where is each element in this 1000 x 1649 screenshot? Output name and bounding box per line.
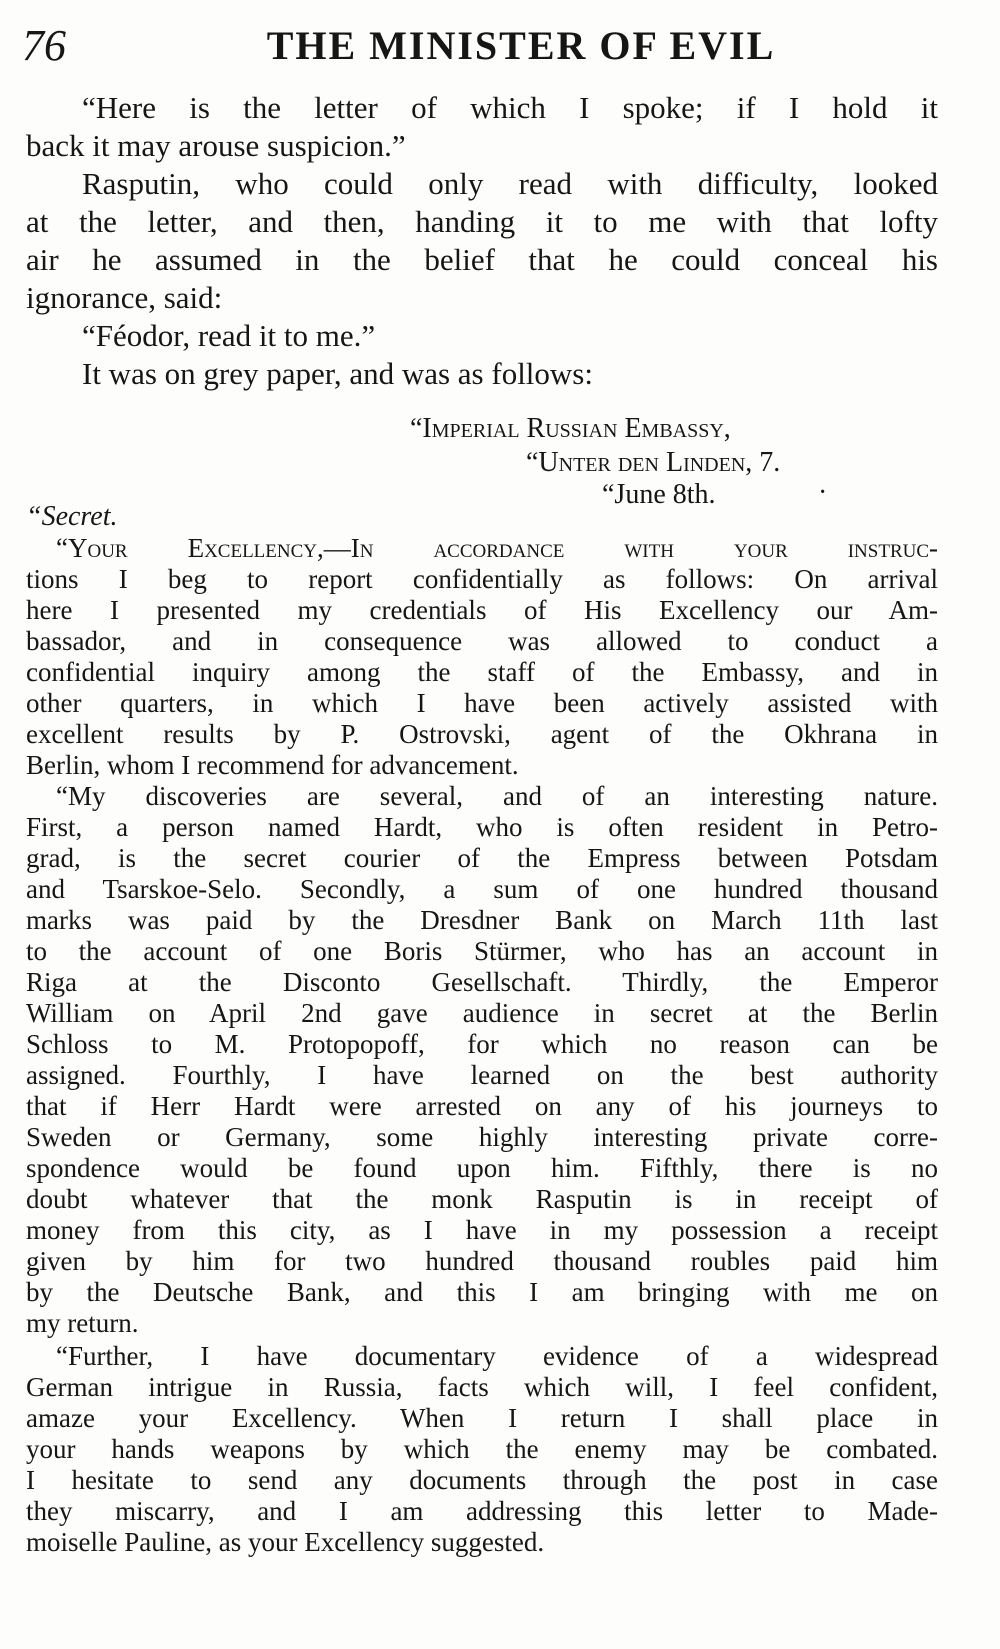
letter-line: assigned. Fourthly, I have learned on the best authority xyxy=(26,1060,938,1090)
letter-line: to the account of one Boris Stürmer, who has an account in xyxy=(26,936,938,966)
letter-line: bassador, and in consequence was allowed to conduct a xyxy=(26,626,938,656)
stray-mark: · xyxy=(818,477,828,508)
letter-line: amaze your Excellency. When I return I shall place in xyxy=(26,1403,938,1433)
letter-line: excellent results by P. Ostrovski, agent of the Okhrana in xyxy=(26,719,938,749)
narrative-line: at the letter, and then, handing it to me with that lofty xyxy=(26,204,938,239)
letter-line: my return. xyxy=(26,1308,139,1338)
letter-address-line: “Imperial Russian Embassy, xyxy=(410,413,731,444)
narrative-line: Rasputin, who could only read with difficulty, looked xyxy=(82,166,938,201)
letter-secret-label: “Secret. xyxy=(26,501,118,532)
letter-line: other quarters, in which I have been actively assisted with xyxy=(26,688,938,718)
letter-line: grad, is the secret courier of the Empress between Potsdam xyxy=(26,843,938,873)
letter-line: marks was paid by the Dresdner Bank on March 11th last xyxy=(26,905,938,935)
letter-line: spondence would be found upon him. Fifthly, there is no xyxy=(26,1153,938,1183)
letter-line: doubt whatever that the monk Rasputin is in receipt of xyxy=(26,1184,938,1214)
letter-line: money from this city, as I have in my possession a receipt xyxy=(26,1215,938,1245)
letter-line: First, a person named Hardt, who is often resident in Petro- xyxy=(26,812,938,842)
narrative-line: air he assumed in the belief that he could conceal his xyxy=(26,242,938,277)
narrative-line: back it may arouse suspicion.” xyxy=(26,128,406,163)
letter-salutation-line xyxy=(26,532,938,564)
page-header xyxy=(22,12,960,72)
letter-line: Sweden or Germany, some highly interesting private corre- xyxy=(26,1122,938,1152)
narrative-line: “Féodor, read it to me.” xyxy=(82,318,376,353)
letter-line: your hands weapons by which the enemy may be combated. xyxy=(26,1434,938,1464)
letter-line: moiselle Pauline, as your Excellency suggested. xyxy=(26,1527,545,1557)
letter-line: William on April 2nd gave audience in secret at the Berlin xyxy=(26,998,938,1028)
letter-line: “My discoveries are several, and of an interesting nature. xyxy=(56,781,938,811)
narrative-line: It was on grey paper, and was as follows: xyxy=(82,356,593,391)
letter-date: “June 8th. xyxy=(602,479,716,510)
letter-line: confidential inquiry among the staff of the Embassy, and in xyxy=(26,657,938,687)
letter-line: I hesitate to send any documents through the post in case xyxy=(26,1465,938,1495)
letter-line: Berlin, whom I recommend for advancement. xyxy=(26,750,519,780)
narrative-line: “Here is the letter of which I spoke; if I hold it xyxy=(82,90,938,125)
letter-line: “Further, I have documentary evidence of a widespread xyxy=(56,1341,938,1371)
letter-line: by the Deutsche Bank, and this I am bringing with me on xyxy=(26,1277,938,1307)
letter-line: that if Herr Hardt were arrested on any of his journeys to xyxy=(26,1091,938,1121)
page-number: 76 xyxy=(22,21,66,70)
letter-line: they miscarry, and I am addressing this letter to Made- xyxy=(26,1496,938,1526)
letter-salutation: “Your Excellency,—In accordance with your instruc- xyxy=(56,533,938,563)
narrative-line: ignorance, said: xyxy=(26,280,223,315)
letter-line: here I presented my credentials of His Excellency our Am- xyxy=(26,595,938,625)
letter-line: Schloss to M. Protopopoff, for which no reason can be xyxy=(26,1029,938,1059)
letter-line: Riga at the Disconto Gesellschaft. Thirdly, the Emperor xyxy=(26,967,938,997)
running-title: THE MINISTER OF EVIL xyxy=(266,23,776,68)
letter-line: given by him for two hundred thousand roubles paid him xyxy=(26,1246,938,1276)
letter-address-line: “Unter den Linden, 7. xyxy=(526,447,781,478)
letter-line: and Tsarskoe-Selo. Secondly, a sum of one hundred thousand xyxy=(26,874,938,904)
letter-line: tions I beg to report confidentially as follows: On arrival xyxy=(26,564,938,594)
letter-line: German intrigue in Russia, facts which will, I feel confident, xyxy=(26,1372,938,1402)
